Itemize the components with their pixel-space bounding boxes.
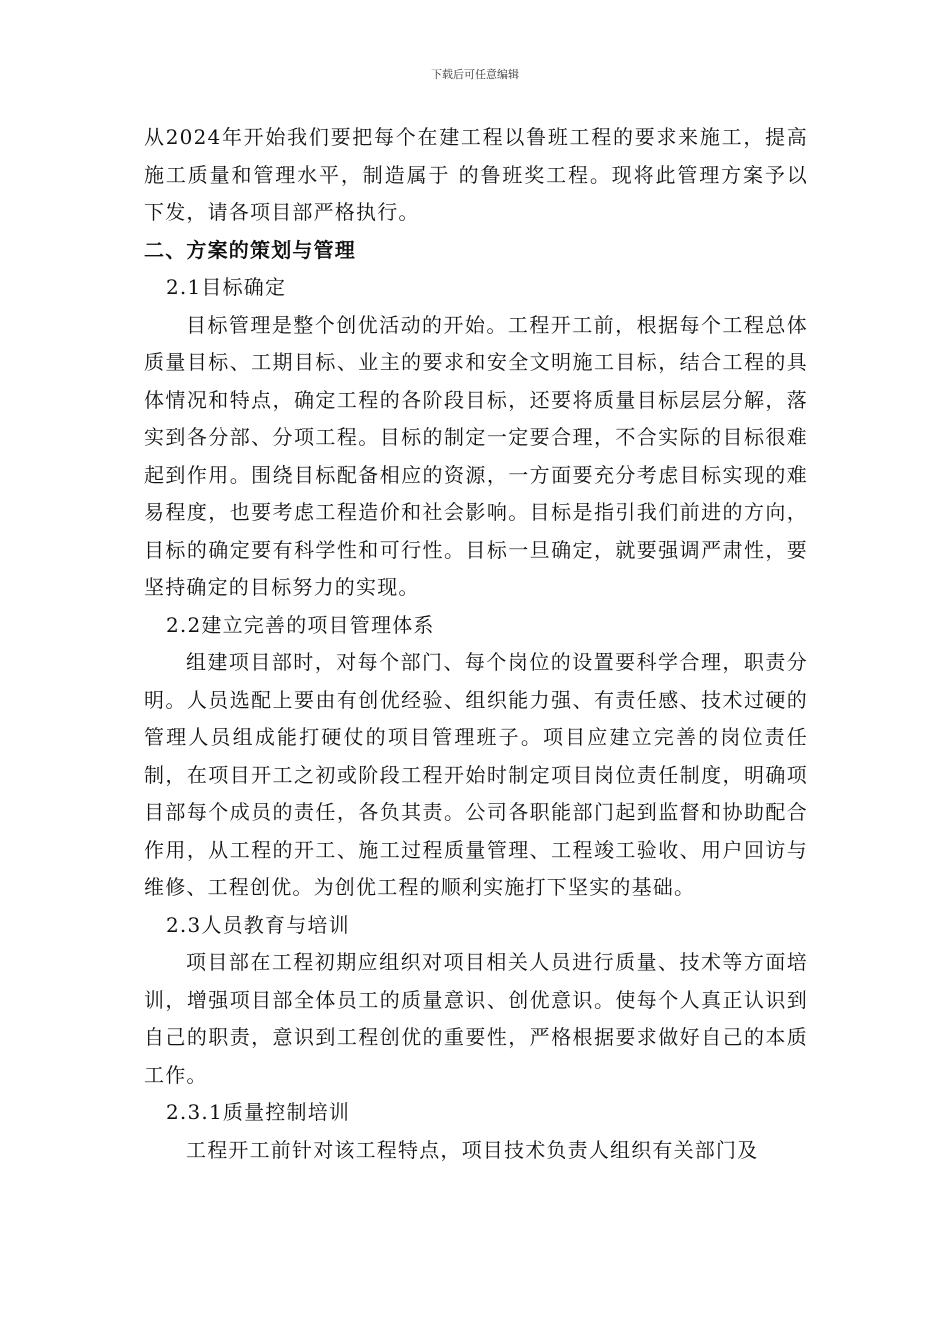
subsection-heading: 2.3人员教育与培训	[166, 912, 350, 937]
section-heading: 二、方案的策划与管理	[144, 237, 356, 262]
document-body	[144, 119, 808, 1169]
body-paragraph: 工程开工前针对该工程特点，项目技术负责人组织有关部门及	[186, 1137, 759, 1162]
subsection-heading: 2.3.1质量控制培训	[166, 1100, 351, 1124]
header-note: 下载后可任意编辑	[431, 68, 519, 81]
body-paragraph: 从2024年开始我们要把每个在建工程以鲁班工程的要求来施工，提高施工质量和管理水平，制造属于 的鲁班奖工程。现将此管理方案予以下发，请各项目部严格执行。	[144, 125, 808, 224]
subsection-heading: 2.2建立完善的项目管理体系	[166, 612, 435, 637]
body-paragraph: 目标管理是整个创优活动的开始。工程开工前，根据每个工程总体质量目标、工期目标、业主的要求和安全文明施工目标，结合工程的具体情况和特点，确定工程的各阶段目标，还要将质量目标层层分解，落实到各分部、分项工程。目标的制定一定要合理，不合实际的目标很难起到作用。围绕目标配备相应的资源，一方面要充分考虑目标实现的难易程度，也要考虑工程造价和社会影响。目标是指引我们前进的方向，目标的确定要有科学性和可行性。目标一旦确定，就要强调严肃性，要坚持确定的目标努力的实现。	[144, 312, 808, 599]
subsection-heading: 2.1目标确定	[166, 275, 287, 299]
body-paragraph: 组建项目部时，对每个部门、每个岗位的设置要科学合理，职责分明。人员选配上要由有创优经验、组织能力强、有责任感、技术过硬的管理人员组成能打硬仗的项目管理班子。项目应建立完善的岗位责任制，在项目开工之初或阶段工程开始时制定项目岗位责任制度，明确项目部每个成员的责任，各负其责。公司各职能部门起到监督和协助配合作用，从工程的开工、施工过程质量管理、工程竣工验收、用户回访与维修、工程创优。为创优工程的顺利实施打下坚实的基础。	[144, 650, 808, 899]
body-paragraph: 项目部在工程初期应组织对项目相关人员进行质量、技术等方面培训，增强项目部全体员工的质量意识、创优意识。使每个人真正认识到自己的职责，意识到工程创优的重要性，严格根据要求做好自己的本质工作。	[144, 950, 808, 1087]
